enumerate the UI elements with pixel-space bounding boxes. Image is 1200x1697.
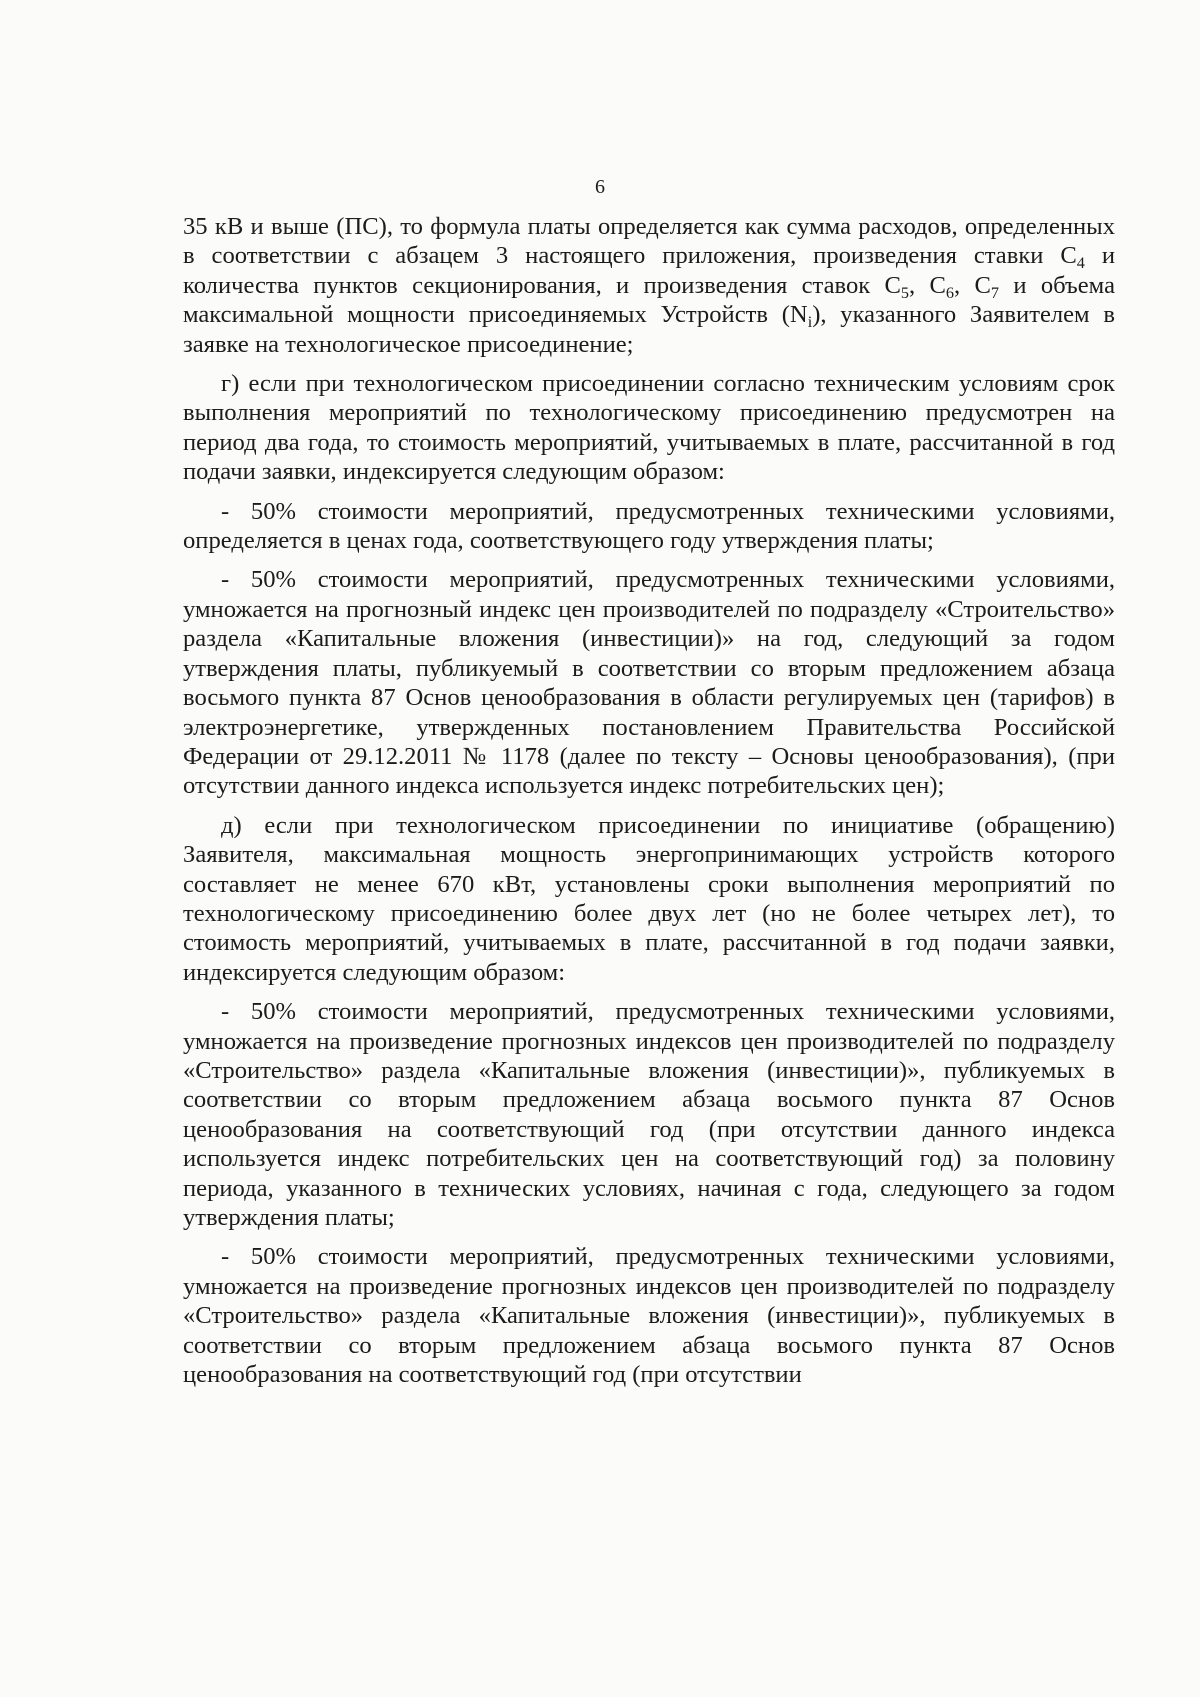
text-run: , С bbox=[909, 271, 946, 299]
text-run: , С bbox=[954, 271, 991, 299]
paragraph-dash-4: - 50% стоимости мероприятий, предусмотренных техническими условиями, умножается на произведение прогнозных индексов цен производителей по подразделу «Строительство» раздела «Капитальные вложения (инвестиции)», публикуемых в соответствии со вторым предложением абзаца восьмого пункта 87 Основ ценообразования на соответствующий год (при отсутствии bbox=[183, 1243, 1115, 1389]
text-run: и объема максимальной мощности присоединяемых Устройств (N bbox=[183, 271, 1115, 329]
subscript: 6 bbox=[945, 283, 955, 302]
paragraph-dash-2: - 50% стоимости мероприятий, предусмотренных техническими условиями, умножается на прогнозный индекс цен производителей по подразделу «Строительство» раздела «Капитальные вложения (инвестиции)» на год, следующий за годом утверждения платы, публикуемый в соответствии со вторым предложением абзаца восьмого пункта 87 Основ ценообразования в области регулируемых цен (тарифов) в электроэнергетике, утвержденных постановлением Правительства Российской Федерации от 29.12.2011 № 1178 (далее по тексту – Основы ценообразования), (при отсутствии данного индекса используется индекс потребительских цен); bbox=[183, 566, 1115, 800]
subscript: i bbox=[807, 313, 813, 332]
paragraph-item-g: г) если при технологическом присоединении согласно техническим условиям срок выполнения мероприятий по технологическому присоединению предусмотрен на период два года, то стоимость мероприятий, учитываемых в плате, рассчитанной в год подачи заявки, индексируется следующим образом: bbox=[183, 370, 1115, 486]
paragraph-dash-1: - 50% стоимости мероприятий, предусмотренных техническими условиями, определяется в ценах года, соответствующего году утверждения платы; bbox=[183, 497, 1115, 555]
subscript: 7 bbox=[990, 283, 1000, 302]
page-number: 6 bbox=[595, 176, 605, 198]
paragraph-formula-continuation bbox=[183, 212, 1115, 359]
text-run: 35 кВ и выше (ПС), то формула платы определяется как сумма расходов, определенных в соответствии с абзацем 3 настоящего приложения, произведения ставки С bbox=[183, 213, 1115, 270]
subscript: 4 bbox=[1076, 254, 1085, 273]
document-body bbox=[183, 212, 1115, 1399]
paragraph-item-d: д) если при технологическом присоединении по инициативе (обращению) Заявителя, максимальная мощность энергопринимающих устройств которого составляет не менее 670 кВт, установлены сроки выполнения мероприятий по технологическому присоединению более двух лет (но не более четырех лет), то стоимость мероприятий, учитываемых в плате, рассчитанной в год подачи заявки, индексируется следующим образом: bbox=[183, 811, 1115, 986]
subscript: 5 bbox=[900, 283, 910, 302]
text-run: и количества пунктов секционирования, и произведения ставок С bbox=[183, 242, 1116, 299]
paragraph-dash-3: - 50% стоимости мероприятий, предусмотренных техническими условиями, умножается на произведение прогнозных индексов цен производителей по подразделу «Строительство» раздела «Капитальные вложения (инвестиции)», публикуемых в соответствии со вторым предложением абзаца восьмого пункта 87 Основ ценообразования на соответствующий год (при отсутствии данного индекса используется индекс потребительских цен на соответствующий год) за половину периода, указанного в технических условиях, начиная с года, следующего за годом утверждения платы; bbox=[183, 998, 1115, 1231]
text-run: ), указанного Заявителем в заявке на технологическое присоединение; bbox=[183, 301, 1115, 358]
